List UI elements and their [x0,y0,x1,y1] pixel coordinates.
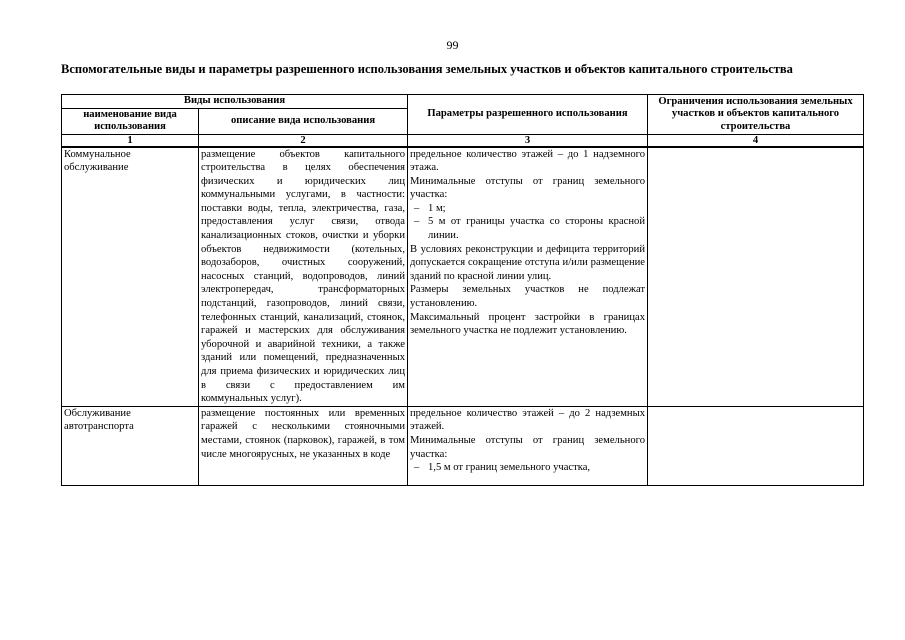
use-name-cell: Коммунальное обслуживание [62,147,199,407]
use-name-cell [62,406,199,485]
header-use-description: описание вида использования [199,108,408,134]
document-title: Вспомогательные виды и параметры разрешенного использования земельных участков и объектов капитального строительства [61,62,793,76]
table-row [62,406,864,485]
header-params: Параметры разрешенного использования [408,95,648,135]
param-bullet-item [410,215,645,242]
param-bullet-text: 1,5 м от границ земельного участка, [428,462,591,474]
land-use-table [61,94,864,486]
header-use-name: наименование вида использования [62,108,199,134]
limits-cell [648,147,864,407]
header-limits: Ограничения использования земельных участков и объектов капитального строительства [648,95,864,135]
use-description-cell: размещение объектов капитального строительства в целях обеспечения физических и юридических лиц коммунальными услугами, в частности: поставки воды, тепла, электричества, газа, предоставления услуг связи, отвода канализационных стоков, очистки и уборки объектов недвижимости (котельных, водозаборов, очистных сооружений, насосных станций, водопроводов, линий электропередач, трансформаторных подстанций, газопроводов, линий связи, телефонных станций, канализаций, стоянок, гаражей и мастерских для обслуживания уборочной и аварийной техники, а также зданий или помещений, предназначенных для приема физических и юридических лиц в связи с предоставлением им коммунальных услуг). [199,147,408,407]
dash-bullet: – [414,202,420,214]
param-text: Минимальные отступы от границ земельного участка: [410,434,645,460]
header-use-types: Виды использования [62,95,408,109]
param-text: В условиях реконструкции и дефицита территорий допускается сокращение отступа и/или размещение зданий по красной линии улиц. [410,243,645,282]
column-number: 3 [408,134,648,147]
params-cell [408,406,648,485]
column-number-row [62,134,864,147]
table-row [62,147,864,407]
params-clip [410,407,645,485]
use-description-cell [199,406,408,485]
column-number: 1 [62,134,199,147]
param-bullet-text: 5 м от границы участка со стороны красной линии. [428,216,645,242]
dash-bullet: – [414,216,420,228]
page-number: 99 [446,38,459,52]
param-text: предельное количество этажей – до 2 надземных этажей. [410,407,645,433]
param-text: Максимальный процент застройки в границах земельного участка не подлежит установлению. [410,311,645,337]
use-description-text: размещение постоянных или временных гаражей с несколькими стояночными местами, стоянок (парковок), гаражей, в том числе многоярусных, не указанных в коде [201,407,405,460]
use-name-text: Обслуживание автотранспорта [64,407,134,433]
param-text: Минимальные отступы от границ земельного участка: [410,175,645,201]
limits-cell [648,406,864,485]
column-number: 2 [199,134,408,147]
param-text: предельное количество этажей – до 1 надземного этажа. [410,148,645,174]
params-cell [408,147,648,407]
param-bullet-item [410,461,645,475]
dash-bullet: – [414,462,420,474]
param-bullet-text: 1 м; [428,202,446,214]
column-number: 4 [648,134,864,147]
param-bullet-item [410,202,645,216]
param-text: Размеры земельных участков не подлежат установлению. [410,284,645,310]
header-row-1 [62,95,864,109]
